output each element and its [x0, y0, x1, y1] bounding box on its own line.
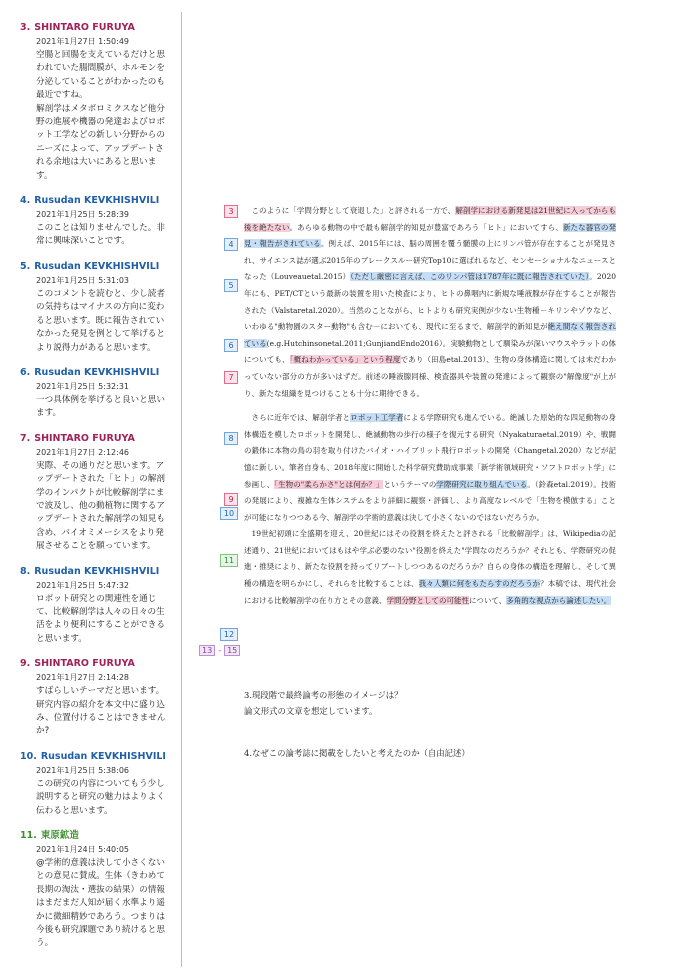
highlighted-text[interactable]: 解剖学における新発見は21世紀に入ってからも後を絶たない: [244, 206, 616, 232]
marker-range-separator: -: [218, 646, 222, 655]
comment-sidebar: [20, 22, 170, 963]
comment-number: 4.: [20, 195, 31, 207]
highlighted-text[interactable]: 新たな器官の発見・報告がされている: [244, 222, 616, 249]
highlighted-text[interactable]: 学問分野としての可能性: [386, 595, 469, 605]
comment-header: [20, 830, 170, 842]
text-run: による学際研究も進んでいる。絶滅した原始的な四足動物の身体構造を模したロボットを開発し、絶滅動物の歩行の様子を復元する研究（Nyakaturaetal.2019）や、戦闘の鍛体に本物の鳥の羽を取り付けたバイオ・ハイブリット飛行ロボットの開発（Changetal.2020）などが記憶に新しい。筆者自身も、2018年度に開始した科学研究費助成事業「新学術領域研究・ソフトロボット学」に参画し、: [244, 413, 617, 489]
comment-number: 11.: [20, 830, 37, 842]
comment-number: 3.: [20, 22, 31, 33]
comment-timestamp: 2021年1月24日 5:40:05: [36, 845, 130, 855]
comment-marker-range[interactable]: [199, 645, 240, 656]
comment-body: このことは知りませんでした。非常に興味深いことです。: [36, 223, 165, 247]
comment-number: 9.: [20, 658, 31, 670]
comment-number: 10.: [20, 750, 37, 762]
sidebar-divider: [181, 12, 182, 967]
comment-marker-12[interactable]: 12: [220, 628, 238, 641]
text-run: 。2020年にも、PET/CTという最新の装置を用いた検査により、ヒトの鼻咽内に新規な唾液腺が存在することが報告された（Valstaretal.2020）。当然のことながら、ヒトよりも研究実例が少ない生物種－キリンやゾウなど、いわゆる"動物園のスター動物"も含む－においても、現代に至るまで、解剖学的新知見が: [244, 272, 616, 332]
text-run: というテーマの: [383, 479, 437, 489]
comment-timestamp: 2021年1月27日 2:14:28: [36, 673, 130, 683]
comment-marker-10[interactable]: 10: [220, 507, 238, 520]
text-run: 。例えば、2015年には、脳の周囲を覆う髄膜の上にリンパ管が存在することが発見され、サイエンス誌が選ぶ2015年のブレークスルー研究Top10に選ばれるなど、センセーショナルなニュースとなった（Louveauetal.2015）: [244, 239, 617, 282]
comment-item[interactable]: [20, 658, 170, 739]
comment-body: 実際、その通りだと思います。アップデートされた「ヒト」の解剖学のインパクトが比較解剖学にまで波及し、他の動植物に関するアップデートされた解剖学の知見も含め、バイオミメーシスをより発展させることを願っています。: [36, 460, 165, 552]
comment-author: 東原鉱造: [40, 830, 79, 842]
text-run: であり（田島etal.2013）、生物の身体構造に関しては未だわかっていない部分の方が多いはずだ。前述の睡液腺同様、検査器具や装置の発達によって観察の"解像度"が上がり、新たな組織を見つけることも十分に期待できる。: [244, 355, 617, 398]
comment-header: [20, 433, 170, 445]
comment-item[interactable]: [20, 367, 170, 421]
highlighted-text[interactable]: ロボット工学者: [350, 413, 404, 423]
comment-timestamp: 2021年1月25日 5:38:06: [36, 765, 130, 775]
comment-marker-9[interactable]: 9: [224, 493, 238, 506]
comment-item[interactable]: [20, 195, 170, 249]
comment-number: 5.: [20, 260, 31, 272]
highlighted-text[interactable]: 「概ねわかっている」という程度: [289, 355, 401, 365]
marker-range-start: 13: [199, 645, 215, 656]
comment-author: SHINTARO FURUYA: [34, 22, 135, 33]
comment-marker-11[interactable]: 11: [220, 554, 238, 567]
comment-author: SHINTARO FURUYA: [34, 432, 135, 444]
comment-body: この研究の内容についてもう少し説明すると研究の魅力はよりよく伝わると思います。: [36, 778, 165, 816]
comment-item[interactable]: [20, 22, 170, 183]
highlighted-text[interactable]: 絶え間なく報告されている: [244, 322, 616, 348]
text-run: さらに近年では、解剖学者と: [251, 413, 351, 423]
comment-header: [20, 566, 170, 578]
comment-body: すばらしいテーマだと思います。研究内容の紹介を本文中に盛り込み、位置付けることはできませんか?: [36, 686, 166, 737]
document-body: [244, 203, 616, 609]
comment-marker-3[interactable]: 3: [224, 205, 238, 218]
text-run: 。あらゆる動物の中で最も解剖学的知見が豊富であろう「ヒト」においてすら、: [289, 222, 563, 232]
comment-author: Rusudan KEVKHISHVILI: [40, 750, 166, 762]
comment-number: 7.: [20, 432, 31, 444]
text-run: ？本稿では、現代社会における比較解剖学の在り方とその意義、: [244, 579, 616, 605]
text-run: (e.g.Hutchinsonetal.2011;GunjiandEndo2016）。実験動物として馴染みが深いマウスやラットの体についても、: [244, 338, 617, 365]
comment-author: SHINTARO FURUYA: [34, 658, 135, 670]
marker-range-end: 15: [224, 645, 240, 656]
comment-timestamp: 2021年1月25日 5:28:39: [36, 210, 130, 220]
text-run: このように「学問分野として衰退した」と評される一方で、: [251, 206, 456, 215]
highlighted-text[interactable]: 「生物の"柔らかさ"とは何か？」: [274, 479, 384, 489]
comment-item[interactable]: [20, 566, 170, 647]
question-4-title: 4.なぜこの論考誌に掲載をしたいと考えたのか（自由記述）: [244, 748, 470, 758]
comment-item[interactable]: [20, 261, 170, 355]
comment-body: 空腸と回腸を支えているだけと思われていた腸間膜が、ホルモンを分泌していることがわかったのも最近ですね。 解剖学はメタボロミクスなど他分野の進展や機器の発達およびロボット工学などの新しい分野からのニーズによって、アップデートされる余地は大いにあると思います。: [36, 50, 165, 181]
text-run: 。（鈴森etal.2019）。技術の発展により、複雑な生体システムをより詳細に観察・評価し、より高度なレベルで「生物を模倣する」ことが可能になりつつある今、解剖学の学術的意義は決して小さくないのではないだろうか。: [244, 479, 617, 522]
comment-author: Rusudan KEVKHISHVILI: [34, 366, 160, 378]
comment-header: [20, 367, 170, 379]
highlighted-text[interactable]: 学際研究に取り組んでいる: [436, 479, 528, 489]
comment-author: Rusudan KEVKHISHVILI: [34, 195, 160, 207]
comment-header: [20, 22, 170, 34]
comment-body: @学術的意義は決して小さくないとの意見に賛成。生体（きわめて長期の淘汰・選抜の結果）の情報はまだまだ人知が届く水準より遥かに微細精妙であろう。つまりは今後も研究課題であり続けると思う。: [36, 858, 165, 949]
comment-header: [20, 658, 170, 670]
paragraph-3: [244, 526, 616, 609]
comment-timestamp: 2021年1月27日 1:50:49: [36, 37, 130, 46]
comment-timestamp: 2021年1月25日 5:31:03: [36, 275, 130, 285]
text-run: について、: [469, 595, 507, 605]
comment-header: [20, 261, 170, 273]
comment-item[interactable]: [20, 751, 170, 818]
comment-body: ロボット研究との関連性を通じて、比較解剖学は人々の日々の生活をより便利にすることができると思います。: [36, 593, 165, 644]
comment-marker-4[interactable]: 4: [224, 238, 238, 251]
comment-header: [20, 751, 170, 763]
comment-item[interactable]: [20, 433, 170, 554]
comment-marker-5[interactable]: 5: [224, 279, 238, 292]
comment-marker-8[interactable]: 8: [224, 432, 238, 445]
text-run: 19世紀初頭に全盛期を迎え、20世紀にはその役割を終えたと評される「比較解剖学」は、Wikipediaの記述通り、21世紀においてはもはや学ぶ必要のない"役割を終えた"学問なのだろうか？それとも、学際研究の促進・推奨により、新たな役割を持ってリブートしつつあるのだろうか？自らの身体の構造を理解し、そして異種の構造を明らかにし、それらを比較することは、: [244, 529, 616, 589]
comment-body: 一つ具体例を挙げると良いと思います。: [36, 394, 165, 419]
comment-author: Rusudan KEVKHISHVILI: [34, 565, 160, 577]
comment-item[interactable]: [20, 830, 170, 951]
comment-timestamp: 2021年1月25日 5:47:32: [36, 580, 130, 590]
highlighted-text[interactable]: 多角的な視点から論述したい。: [506, 595, 612, 605]
comment-author: Rusudan KEVKHISHVILI: [34, 260, 160, 272]
comment-marker-6[interactable]: 6: [224, 339, 238, 352]
paragraph-2: [244, 410, 616, 526]
comment-marker-7[interactable]: 7: [224, 371, 238, 384]
comment-number: 8.: [20, 565, 31, 577]
highlighted-text[interactable]: （ただし厳密に言えば、このリンパ管は1787年に既に報告されていた）: [350, 272, 590, 282]
comment-timestamp: 2021年1月25日 5:32:31: [36, 381, 130, 391]
comment-timestamp: 2021年1月27日 2:12:46: [36, 447, 130, 457]
comment-header: [20, 195, 170, 207]
paragraph-1: [244, 203, 616, 402]
question-3-answer: 論文形式の文章を想定しています。: [244, 706, 378, 716]
highlighted-text[interactable]: 我々人類に何をもたらすのだろうか: [418, 579, 541, 589]
comment-number: 6.: [20, 366, 31, 378]
question-3-title: 3.現段階で最終論考の形態のイメージは？: [244, 690, 403, 700]
comment-body: このコメントを読むと、少し読者の気持ちはマイナスの方向に変わると思います。既に報告されていなかった発見を例として挙げるとより説得力があると思います。: [36, 288, 165, 353]
